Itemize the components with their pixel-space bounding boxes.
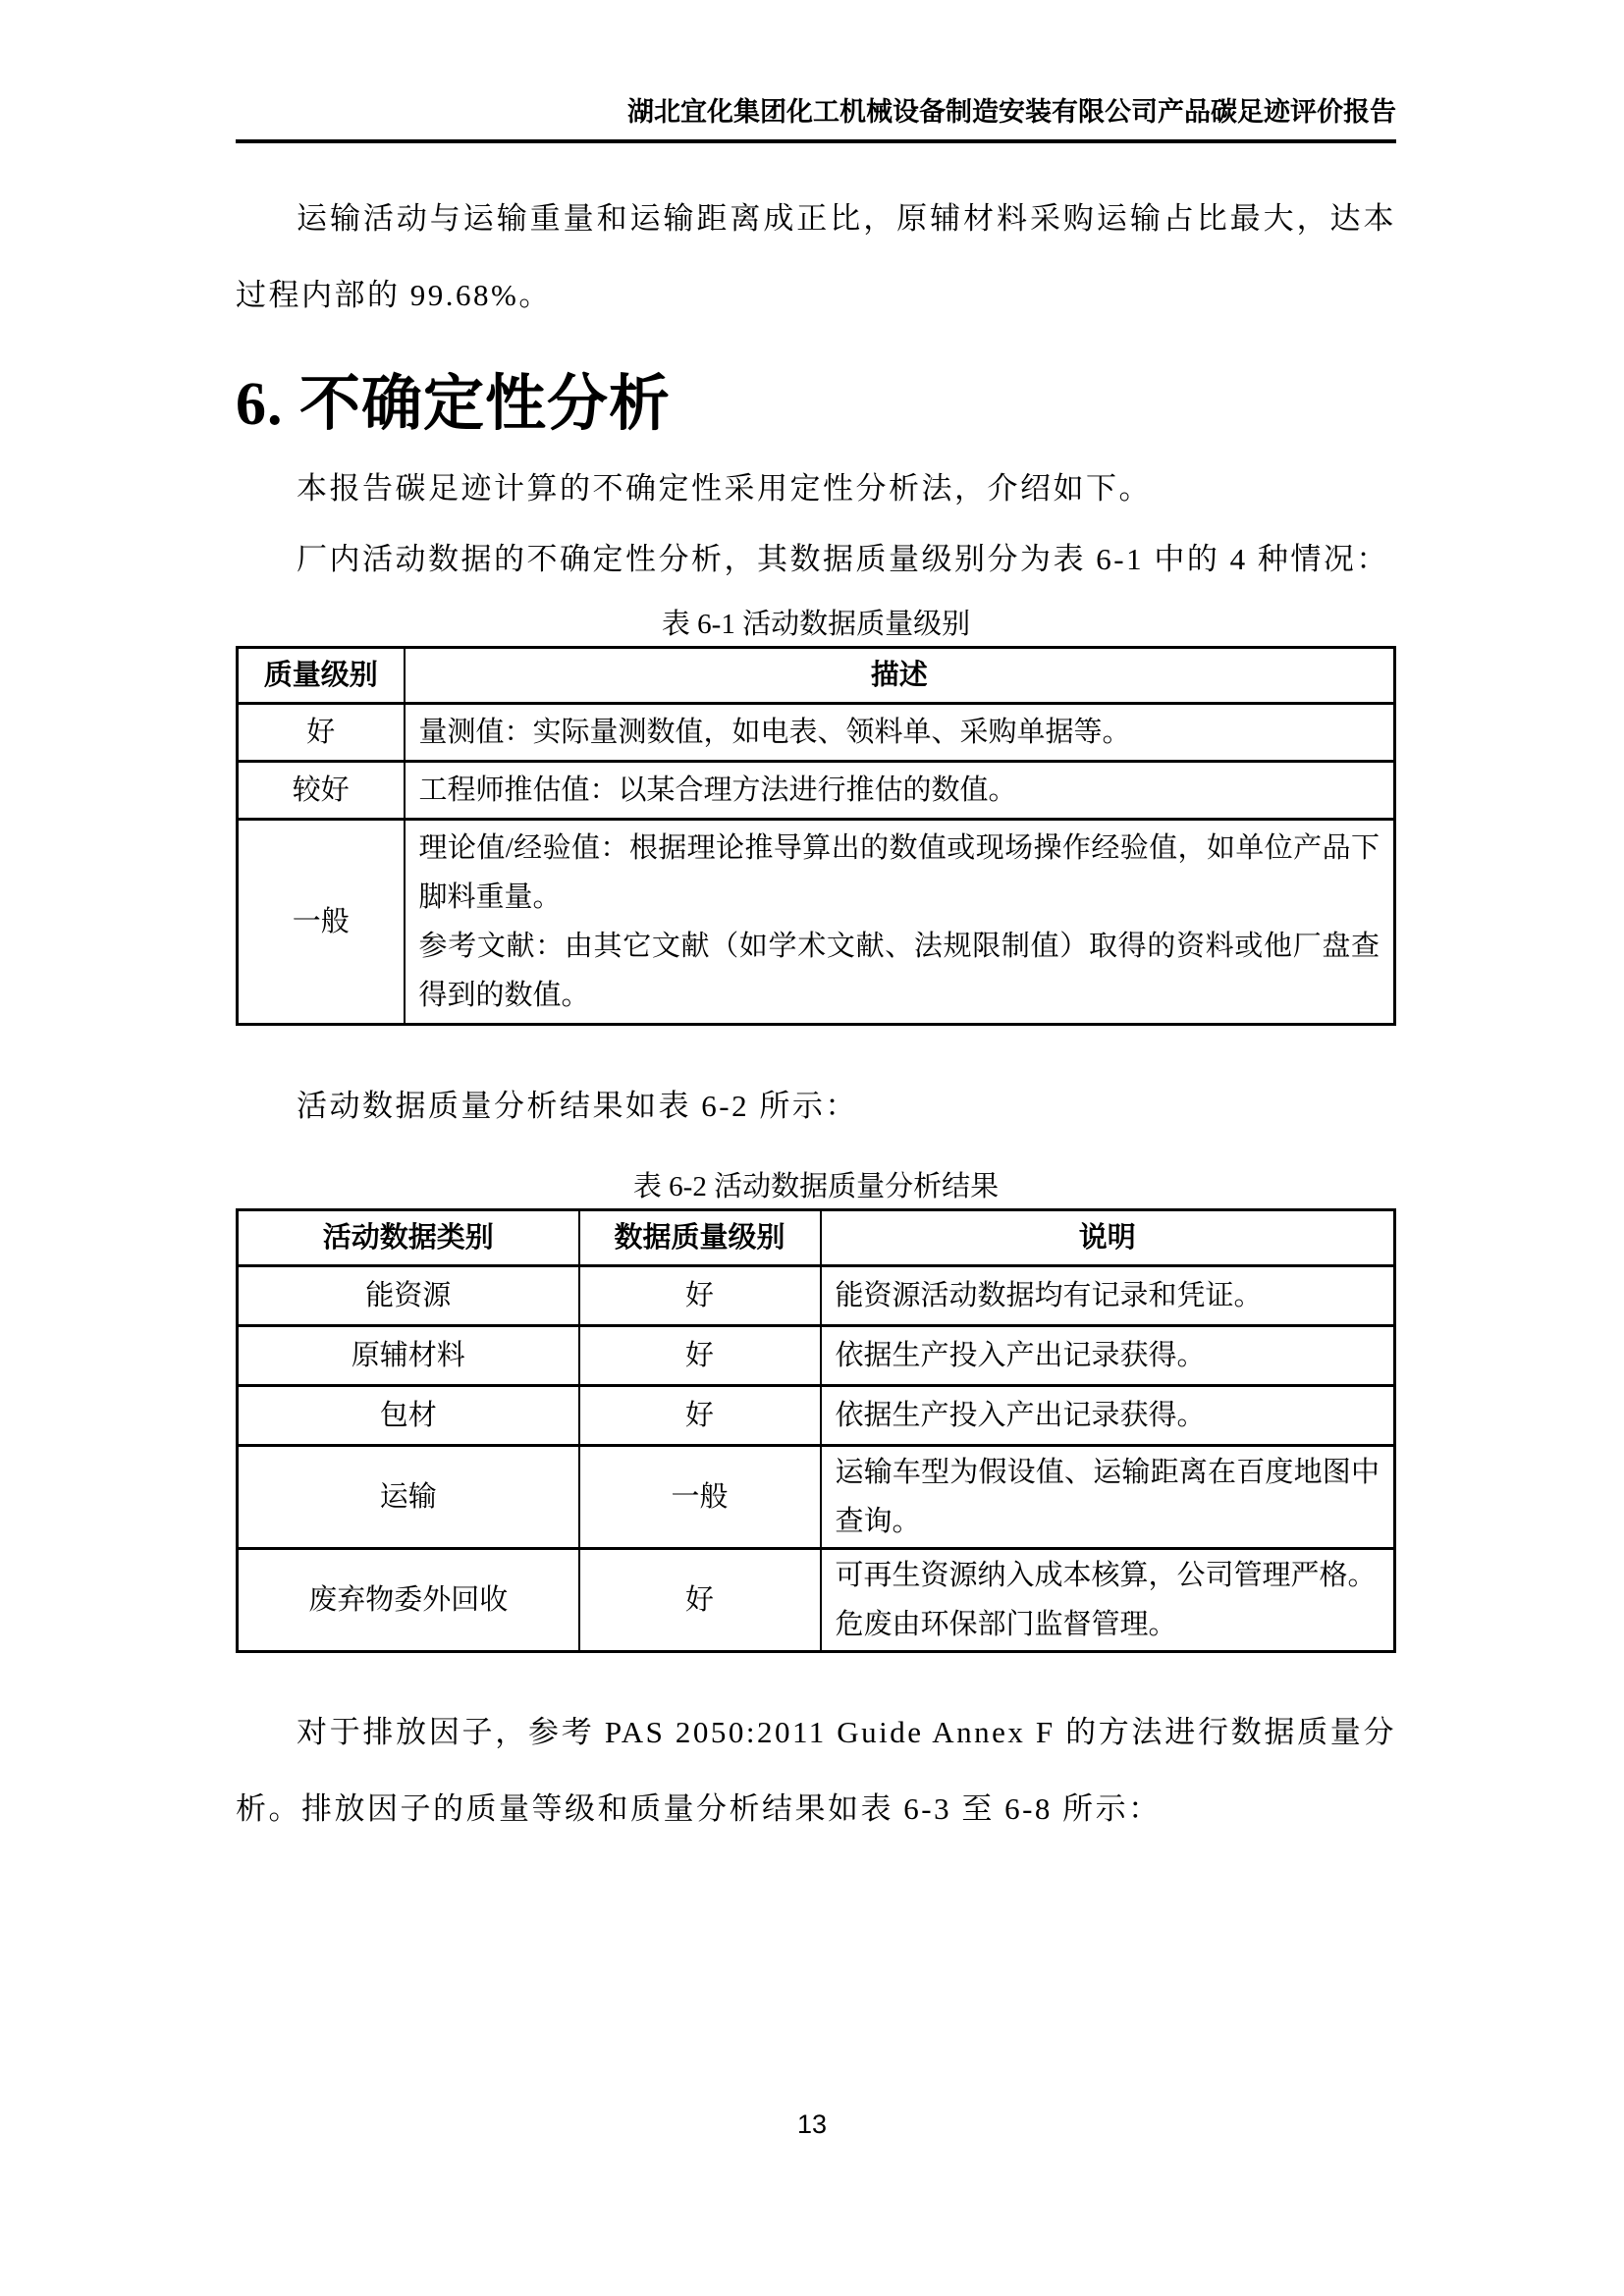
paragraph-activity-data: 厂内活动数据的不确定性分析，其数据质量级别分为表 6-1 中的 4 种情况： [297, 542, 1389, 576]
table-6-2-header-category: 活动数据类别 [238, 1210, 579, 1266]
table-6-1-header-level: 质量级别 [238, 648, 405, 704]
quality-level-cell: 好 [579, 1549, 821, 1652]
section-heading: 6. 不确定性分析 [236, 371, 672, 438]
quality-level-cell: 好 [238, 704, 405, 762]
note-line: 能资源活动数据均有记录和凭证。 [835, 1280, 1263, 1311]
table-6-2-header-row [238, 1210, 1395, 1266]
table-row [238, 1549, 1395, 1652]
table-6-1-header-desc: 描述 [405, 648, 1395, 704]
table-row [238, 1386, 1395, 1446]
table-row [238, 1266, 1395, 1326]
table-6-2-caption: 表 6-2 活动数据质量分析结果 [632, 1171, 1000, 1202]
description-cell [405, 820, 1395, 1025]
quality-level-cell: 好 [579, 1266, 821, 1326]
category-cell: 原辅材料 [238, 1326, 579, 1386]
category-cell: 包材 [238, 1386, 579, 1446]
description-line: 量测值：实际量测数值，如电表、领料单、采购单据等。 [418, 717, 1131, 748]
table-6-1 [236, 646, 1396, 1026]
note-line: 依据生产投入产出记录获得。 [835, 1340, 1206, 1371]
table-row [238, 820, 1395, 1025]
note-cell [821, 1386, 1395, 1446]
table-6-1-header-row [238, 648, 1395, 704]
page-header-title: 湖北宜化集团化工机械设备制造安装有限公司产品碳足迹评价报告 [627, 97, 1396, 127]
quality-level-cell: 一般 [238, 820, 405, 1025]
description-cell [405, 762, 1395, 820]
quality-level-cell: 较好 [238, 762, 405, 820]
note-cell [821, 1326, 1395, 1386]
note-line: 依据生产投入产出记录获得。 [835, 1400, 1206, 1431]
table-row [238, 704, 1395, 762]
paragraph-emission-factors: 对于排放因子，参考 PAS 2050:2011 Guide Annex F 的方法进行数据质量分析。排放因子的质量等级和质量分析结果如表 6-3 至 6-8 所示： [236, 1715, 1396, 1826]
table-row [238, 1446, 1395, 1549]
quality-level-cell: 好 [579, 1326, 821, 1386]
note-cell [821, 1266, 1395, 1326]
category-cell: 废弃物委外回收 [238, 1549, 579, 1652]
category-cell: 能资源 [238, 1266, 579, 1326]
header-divider [236, 139, 1396, 143]
table-6-1-caption: 表 6-1 活动数据质量级别 [661, 609, 971, 640]
table-6-2 [236, 1208, 1396, 1653]
paragraph-intro: 本报告碳足迹计算的不确定性采用定性分析法，介绍如下。 [297, 471, 1152, 506]
page-number: 13 [796, 2109, 828, 2139]
table-row [238, 1326, 1395, 1386]
note-line: 运输车型为假设值、运输距离在百度地图中查询。 [835, 1457, 1380, 1537]
paragraph-transport-summary: 运输活动与运输重量和运输距离成正比，原辅材料采购运输占比最大，达本过程内部的 99.68%。 [236, 201, 1396, 312]
page-content [236, 0, 1396, 1847]
note-cell [821, 1446, 1395, 1549]
quality-level-cell: 好 [579, 1386, 821, 1446]
table-6-2-header-note: 说明 [821, 1210, 1395, 1266]
description-line: 理论值/经验值：根据理论推导算出的数值或现场操作经验值，如单位产品下脚料重量。 [418, 832, 1380, 913]
description-line: 工程师推估值：以某合理方法进行推估的数值。 [418, 774, 1017, 806]
note-line: 危废由环保部门监督管理。 [835, 1609, 1177, 1640]
paragraph-table2-intro: 活动数据质量分析结果如表 6-2 所示： [297, 1089, 858, 1123]
quality-level-cell: 一般 [579, 1446, 821, 1549]
table-6-2-header-level: 数据质量级别 [579, 1210, 821, 1266]
note-cell [821, 1549, 1395, 1652]
category-cell: 运输 [238, 1446, 579, 1549]
note-line: 可再生资源纳入成本核算，公司管理严格。 [835, 1560, 1377, 1591]
description-cell [405, 704, 1395, 762]
description-line: 参考文献：由其它文献（如学术文献、法规限制值）取得的资料或他厂盘查得到的数值。 [418, 931, 1380, 1011]
table-row [238, 762, 1395, 820]
